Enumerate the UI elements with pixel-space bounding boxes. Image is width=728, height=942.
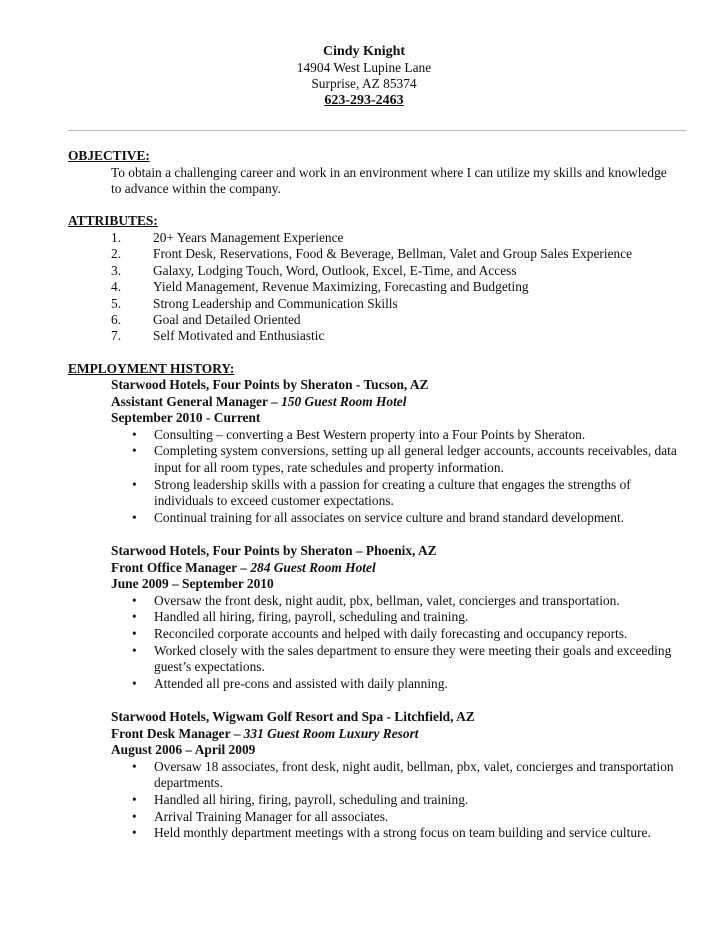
duty-item: • Strong leadership skills with a passion for creating a culture that engages the strengths of individuals to exceed customer expectations.	[132, 476, 631, 509]
job-company: Starwood Hotels, Four Points by Sheraton - Tucson, AZ	[111, 377, 429, 392]
job-role: Assistant General Manager – 150 Guest Room Hotel	[111, 393, 407, 409]
objective-heading: OBJECTIVE:	[68, 148, 150, 163]
job-role: Front Office Manager – 284 Guest Room Hotel	[111, 559, 376, 575]
attribute-item: 5. Strong Leadership and Communication Skills	[111, 295, 398, 311]
job-entry-wigwam	[111, 709, 691, 842]
attribute-item: 3. Galaxy, Lodging Touch, Word, Outlook, Excel, E-Time, and Access	[111, 262, 517, 278]
job-entry-phoenix	[111, 543, 691, 692]
city-state-zip: Surprise, AZ 85374	[311, 76, 417, 91]
header-divider	[68, 130, 686, 131]
job-duties	[111, 427, 691, 527]
job-company: Starwood Hotels, Wigwam Golf Resort and Spa - Litchfield, AZ	[111, 709, 475, 724]
street-address: 14904 West Lupine Lane	[296, 60, 432, 75]
attribute-item: 2. Front Desk, Reservations, Food & Beverage, Bellman, Valet and Group Sales Experience	[111, 246, 633, 262]
job-dates: August 2006 – April 2009	[111, 742, 256, 758]
duty-item: • Reconciled corporate accounts and helped with daily forecasting and occupancy reports.	[132, 625, 628, 641]
attribute-item: 7. Self Motivated and Enthusiastic	[111, 328, 325, 344]
duty-item: • Oversaw 18 associates, front desk, night audit, bellman, pbx, valet, concierges and transportation departments.	[132, 758, 674, 791]
duty-item: • Oversaw the front desk, night audit, pbx, bellman, valet, concierges and transportation.	[132, 592, 620, 608]
job-dates: September 2010 - Current	[111, 410, 261, 426]
attribute-item: 1. 20+ Years Management Experience	[111, 230, 344, 245]
contact-header	[0, 44, 728, 109]
duty-item: • Worked closely with the sales department to ensure they were meeting their goals and exceeding guest’s expectations.	[132, 642, 672, 675]
duty-item: • Attended all pre-cons and assisted with daily planning.	[132, 675, 448, 691]
job-company: Starwood Hotels, Four Points by Sheraton – Phoenix, AZ	[111, 543, 437, 558]
job-duties	[111, 759, 691, 842]
job-role: Front Desk Manager – 331 Guest Room Luxury Resort	[111, 725, 419, 741]
duty-item: • Completing system conversions, setting up all general ledger accounts, accounts receivables, data input for all room types, rate schedules and property information.	[132, 443, 677, 475]
duty-item: • Held monthly department meetings with a strong focus on team building and service culture.	[132, 825, 651, 841]
job-dates: June 2009 – September 2010	[111, 576, 274, 592]
attributes-list	[111, 230, 701, 345]
duty-item: • Consulting – converting a Best Western property into a Four Points by Sheraton.	[132, 426, 586, 442]
duty-item: • Arrival Training Manager for all associates.	[132, 808, 389, 824]
job-entry-tucson	[111, 377, 691, 526]
job-duties	[111, 593, 691, 693]
objective-text: To obtain a challenging career and work in an environment where I can utilize my skills and knowledge to advance within the company.	[111, 165, 667, 197]
attributes-heading: ATTRIBUTES:	[68, 213, 158, 228]
employment-heading: EMPLOYMENT HISTORY:	[68, 361, 235, 376]
phone-number: 623-293-2463	[324, 93, 404, 108]
attribute-item: 6. Goal and Detailed Oriented	[111, 312, 301, 328]
duty-item: • Continual training for all associates on service culture and brand standard development.	[132, 509, 625, 525]
attribute-item: 4. Yield Management, Revenue Maximizing, Forecasting and Budgeting	[111, 279, 529, 295]
duty-item: • Handled all hiring, firing, payroll, scheduling and training.	[132, 791, 469, 807]
candidate-name: Cindy Knight	[322, 44, 406, 59]
duty-item: • Handled all hiring, firing, payroll, scheduling and training.	[132, 609, 469, 625]
